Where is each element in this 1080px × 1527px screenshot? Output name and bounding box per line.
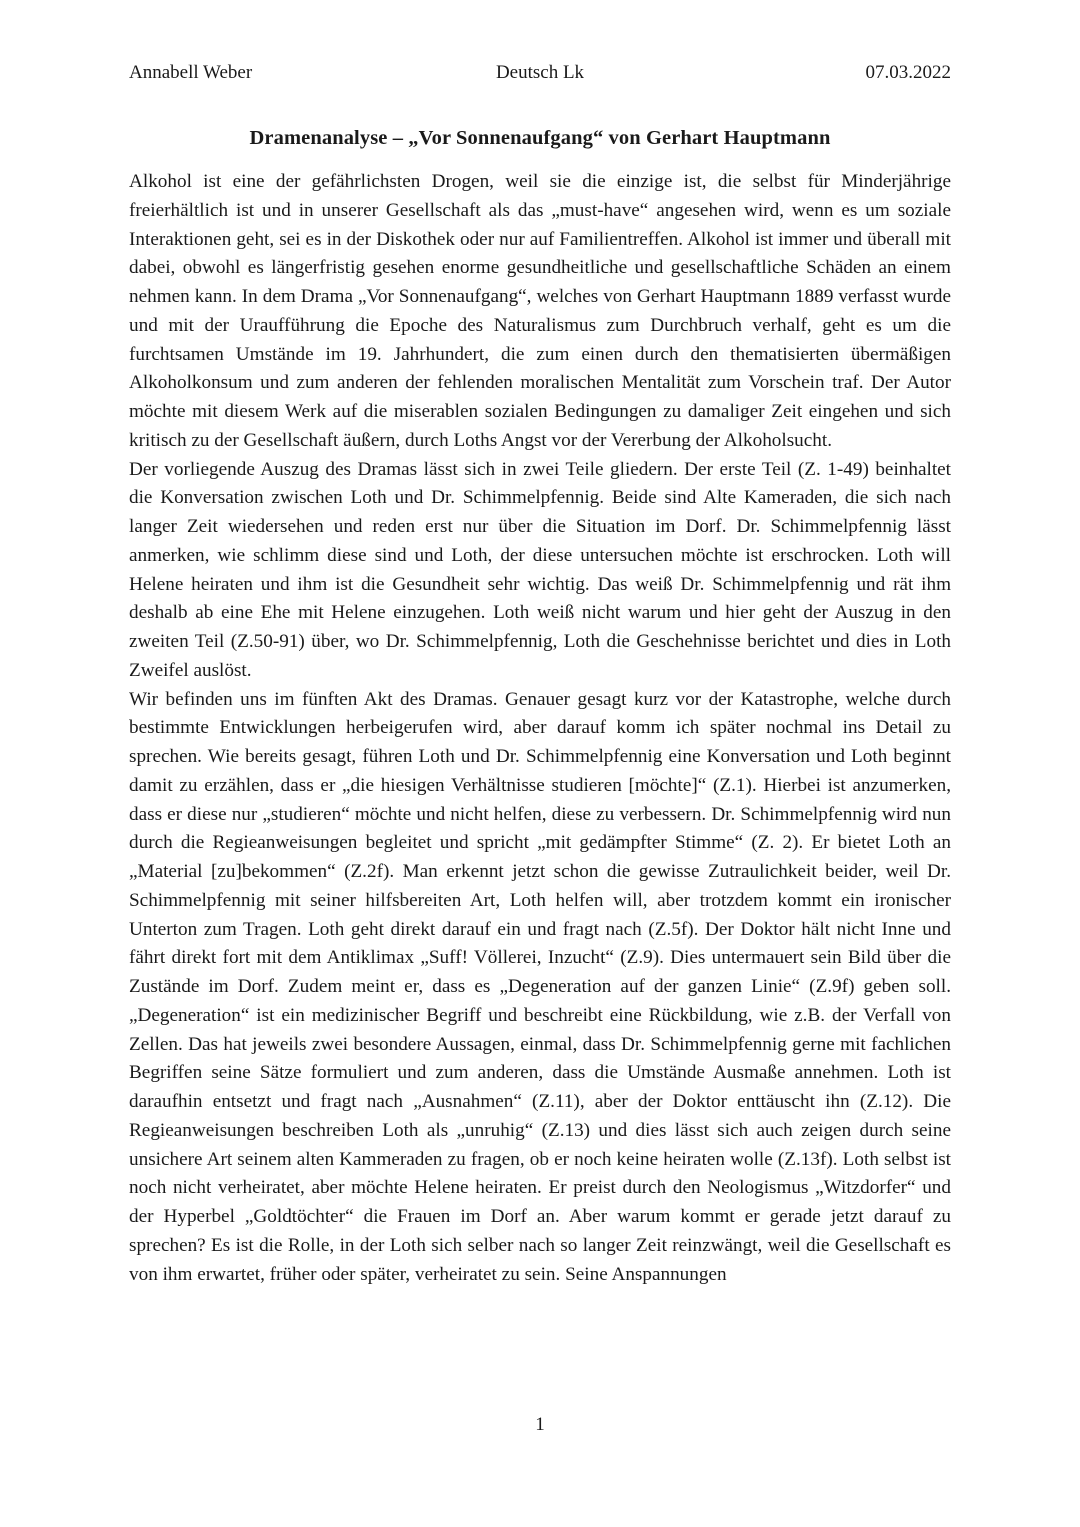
header-course: Deutsch Lk xyxy=(495,62,585,83)
header-author: Annabell Weber xyxy=(129,62,253,83)
page-number: 1 xyxy=(535,1414,545,1435)
header-date: 07.03.2022 xyxy=(865,62,951,83)
document-title: Dramenanalyse – „Vor Sonnenaufgang“ von Gerhart Hauptmann xyxy=(249,127,831,149)
page-header xyxy=(129,62,951,90)
paragraph-analysis: Wir befinden uns im fünften Akt des Dramas. Genauer gesagt kurz vor der Katastrophe, welche durch bestimmte Entwicklungen herbeigerufen wird, aber darauf komm ich später nochmal ins Detail zu sprechen. Wie bereits gesagt, führen Loth und Dr. Schimmelpfennig eine Konversation und Loth beginnt damit zu erzählen, dass er „die hiesigen Verhältnisse studieren [möchte]“ (Z.1). Hierbei ist anzumerken, dass er diese nur „studieren“ möchte und nicht helfen, diese zu verbessern. Dr. Schimmelpfennig wird nun durch die Regieanweisungen begleitet und spricht „mit gedämpfter Stimme“ (Z. 2). Er bietet Loth an „Material [zu]bekommen“ (Z.2f). Man erkennt jetzt schon die gewisse Zutraulichkeit beider, weil Dr. Schimmelpfennig mit seiner hilfsbereiten Art, Loth helfen will, aber trotzdem kommt ein ironischer Unterton zum Tragen. Loth geht direkt darauf ein und fragt nach (Z.5f). Der Doktor hält nicht Inne und fährt direkt fort mit dem Antiklimax „Suff! Völlerei, Inzucht“ (Z.9). Dies untermauert sein Bild über die Zustände im Dorf. Zudem meint er, dass es „Degeneration auf der ganzen Linie“ (Z.9f) geben soll. „Degeneration“ ist ein medizinischer Begriff und beschreibt eine Rückbildung, wie z.B. der Verfall von Zellen. Das hat jeweils zwei besondere Aussagen, einmal, dass Dr. Schimmelpfennig gerne mit fachlichen Begriffen seine Sätze formuliert und zum anderen, dass die Umstände Ausmaße annehmen. Loth ist daraufhin entsetzt und fragt nach „Ausnahmen“ (Z.11), aber der Doktor enttäuscht ihn (Z.12). Die Regieanweisungen beschreiben Loth als „unruhig“ (Z.13) und dies lässt sich auch zeigen durch seine unsichere Art seinem alten Kammeraden zu fragen, ob er noch keine heiraten wolle (Z.13f). Loth selbst ist noch nicht verheiratet, aber möchte Helene heiraten. Er preist durch den Neologismus „Witzdorfer“ und der Hyperbel „Goldtöchter“ die Frauen im Dorf an. Aber warum kommt er gerade jetzt darauf zu sprechen? Es ist die Rolle, in der Loth sich selber nach so langer Zeit reinzwängt, weil die Gesellschaft es von ihm erwartet, früher oder später, verheiratet zu sein. Seine Anspannungen xyxy=(129,688,951,1285)
document-body xyxy=(129,168,951,1289)
paragraph-introduction: Alkohol ist eine der gefährlichsten Drogen, weil sie die einzige ist, die selbst für Minderjährige freierhältlich ist und in unserer Gesellschaft als das „must-have“ angesehen wird, wenn es um soziale Interaktionen geht, sei es in der Diskothek oder nur auf Familientreffen. Alkohol ist immer und überall mit dabei, obwohl es längerfristig gesehen enorme gesundheitliche und gesellschaftliche Schäden an einem nehmen kann. In dem Drama „Vor Sonnenaufgang“, welches von Gerhart Hauptmann 1889 verfasst wurde und mit der Uraufführung die Epoche des Naturalismus zum Durchbruch verhalf, geht es um die furchtsamen Umstände im 19. Jahrhundert, die zum einen durch den thematisierten übermäßigen Alkoholkonsum und zum anderen der fehlenden moralischen Mentalität zum Vorschein traf. Der Autor möchte mit diesem Werk auf die miserablen sozialen Bedingungen zu damaliger Zeit eingehen und sich kritisch zu der Gesellschaft äußern, durch Loths Angst vor der Vererbung der Alkoholsucht. xyxy=(129,171,951,451)
paragraph-structure: Der vorliegende Auszug des Dramas lässt sich in zwei Teile gliedern. Der erste Teil (Z. 1-49) beinhaltet die Konversation zwischen Loth und Dr. Schimmelpfennig. Beide sind Alte Kameraden, die sich nach langer Zeit wiedersehen und reden erst nur über die Situation im Dorf. Dr. Schimmelpfennig lässt anmerken, wie schlimm diese sind und Loth, der diese untersuchen möchte ist erschrocken. Loth will Helene heiraten und ihm ist die Gesundheit sehr wichtig. Das weiß Dr. Schimmelpfennig und rät ihm deshalb ab eine Ehe mit Helene einzugehen. Loth weiß nicht warum und hier geht der Auszug in den zweiten Teil (Z.50-91) über, wo Dr. Schimmelpfennig, Loth die Geschehnisse berichtet und dies in Loth Zweifel auslöst. xyxy=(129,458,951,681)
